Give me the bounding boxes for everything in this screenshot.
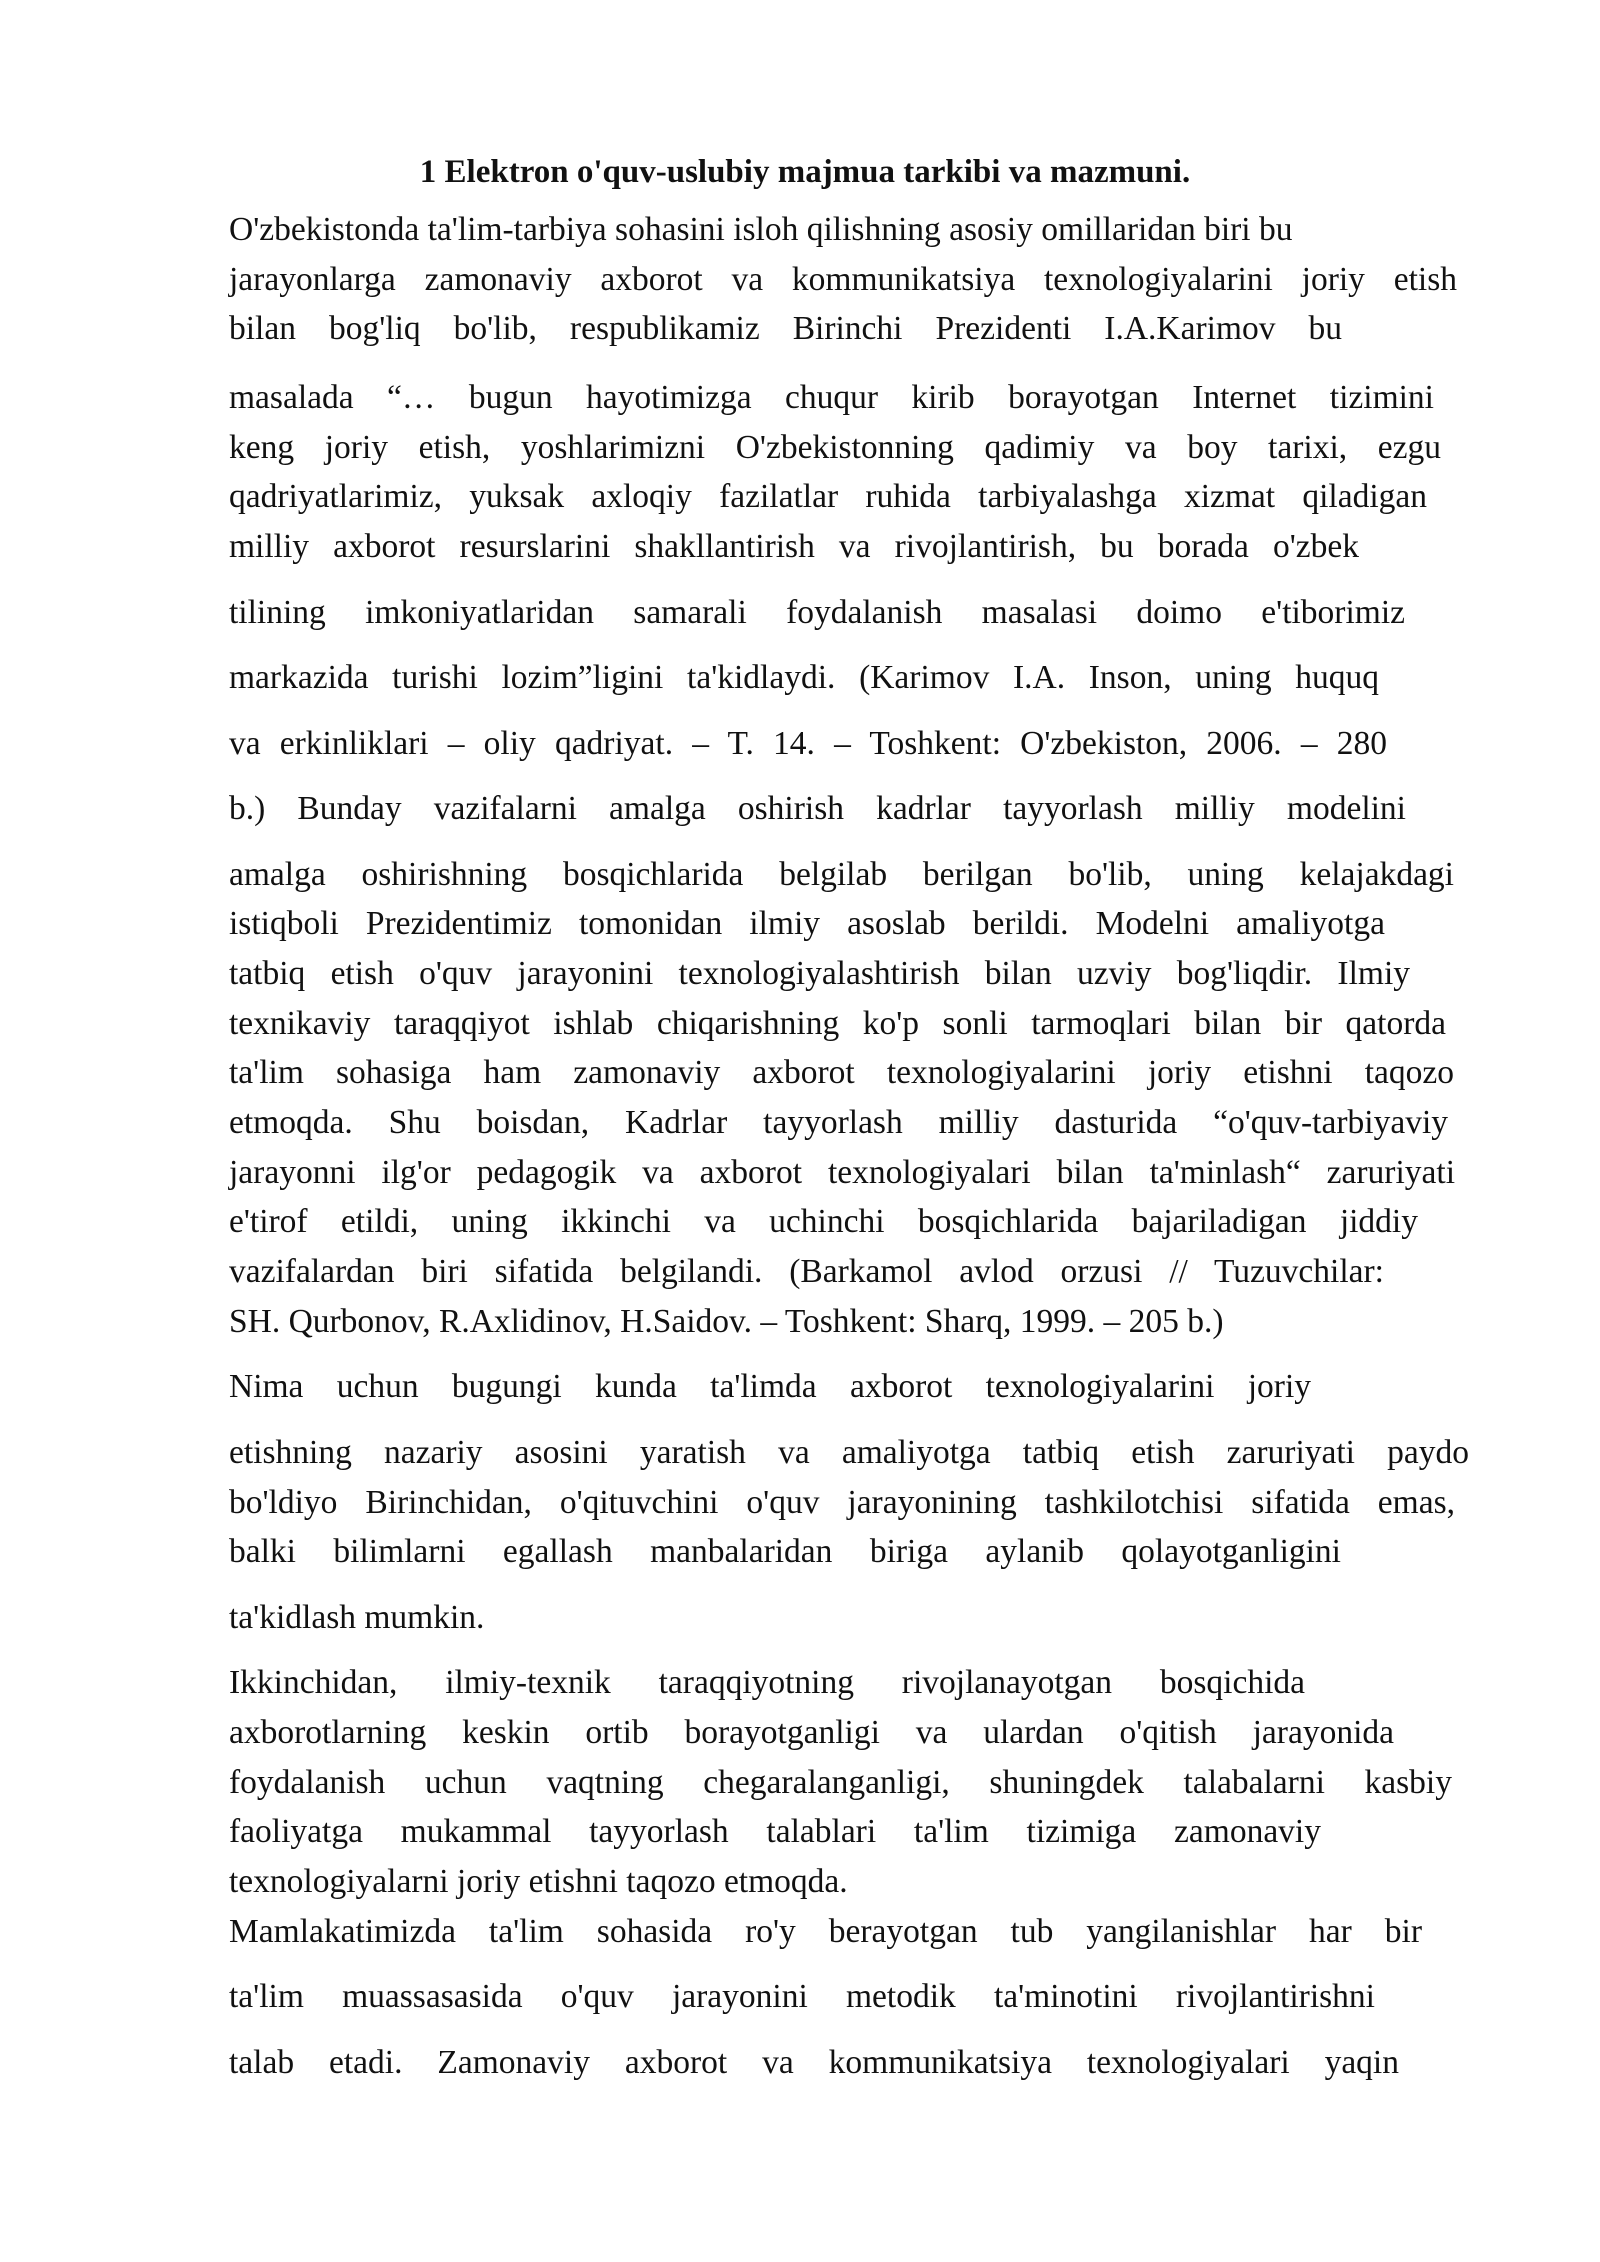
text-line: axborotlarning keskin ortib borayotganligi va ulardan o'qitish jarayonida	[229, 1714, 1394, 1751]
text-line: Ikkinchidan, ilmiy-texnik taraqqiyotning rivojlanayotgan bosqichida	[229, 1664, 1305, 1701]
text-line: tilining imkoniyatlaridan samarali foydalanish masalasi doimo e'tiborimiz	[229, 594, 1405, 631]
text-line: talab etadi. Zamonaviy axborot va kommunikatsiya texnologiyalari yaqin	[229, 2044, 1399, 2081]
text-line: bilan bog'liq bo'lib, respublikamiz Birinchi Prezidenti I.A.Karimov bu	[229, 310, 1342, 347]
text-line: SH. Qurbonov, R.Axlidinov, H.Saidov. – Toshkent: Sharq, 1999. – 205 b.)	[229, 1303, 1224, 1340]
text-line: ta'lim muassasasida o'quv jarayonini metodik ta'minotini rivojlantirishni	[229, 1978, 1375, 2015]
text-line: bo'ldiyo Birinchidan, o'qituvchini o'quv jarayonining tashkilotchisi sifatida emas,	[229, 1484, 1455, 1521]
text-line: masalada “… bugun hayotimizga chuqur kirib borayotgan Internet tizimini	[229, 379, 1434, 416]
text-line: qadriyatlarimiz, yuksak axloqiy fazilatlar ruhida tarbiyalashga xizmat qiladigan	[229, 478, 1427, 515]
text-line: ta'kidlash mumkin.	[229, 1599, 485, 1636]
text-line: va erkinliklari – oliy qadriyat. – T. 14. – Toshkent: O'zbekiston, 2006. – 280	[229, 725, 1387, 762]
text-line: jarayonni ilg'or pedagogik va axborot texnologiyalari bilan ta'minlash“ zaruriyati	[229, 1154, 1455, 1191]
text-line: Nima uchun bugungi kunda ta'limda axborot texnologiyalarini joriy	[229, 1368, 1311, 1405]
text-line: istiqboli Prezidentimiz tomonidan ilmiy asoslab berildi. Modelni amaliyotga	[229, 905, 1385, 942]
text-line: ta'lim sohasiga ham zamonaviy axborot texnologiyalarini joriy etishni taqozo	[229, 1054, 1454, 1091]
document-title: 1 Elektron o'quv-uslubiy majmua tarkibi va mazmuni.	[419, 154, 1191, 190]
text-line: Mamlakatimizda ta'lim sohasida ro'y berayotgan tub yangilanishlar har bir	[229, 1913, 1422, 1950]
text-line: jarayonlarga zamonaviy axborot va kommunikatsiya texnologiyalarini joriy etish	[229, 261, 1457, 298]
text-line: texnikaviy taraqqiyot ishlab chiqarishning ko'p sonli tarmoqlari bilan bir qatorda	[229, 1005, 1446, 1042]
text-line: milliy axborot resurslarini shakllantirish va rivojlantirish, bu borada o'zbek	[229, 528, 1359, 565]
text-line: e'tirof etildi, uning ikkinchi va uchinchi bosqichlarida bajariladigan jiddiy	[229, 1203, 1418, 1240]
text-line: faoliyatga mukammal tayyorlash talablari ta'lim tizimiga zamonaviy	[229, 1813, 1321, 1850]
text-line: balki bilimlarni egallash manbalaridan biriga aylanib qolayotganligini	[229, 1533, 1341, 1570]
text-line: keng joriy etish, yoshlarimizni O'zbekistonning qadimiy va boy tarixi, ezgu	[229, 429, 1441, 466]
text-line: amalga oshirishning bosqichlarida belgilab berilgan bo'lib, uning kelajakdagi	[229, 856, 1454, 893]
text-line: b.) Bunday vazifalarni amalga oshirish kadrlar tayyorlash milliy modelini	[229, 790, 1406, 827]
text-line: foydalanish uchun vaqtning chegaralanganligi, shuningdek talabalarni kasbiy	[229, 1764, 1452, 1801]
text-line: markazida turishi lozim”ligini ta'kidlaydi. (Karimov I.A. Inson, uning huquq	[229, 659, 1379, 696]
text-line: tatbiq etish o'quv jarayonini texnologiyalashtirish bilan uzviy bog'liqdir. Ilmiy	[229, 955, 1410, 992]
text-line: etishning nazariy asosini yaratish va amaliyotga tatbiq etish zaruriyati paydo	[229, 1434, 1469, 1471]
text-line: texnologiyalarni joriy etishni taqozo etmoqda.	[229, 1863, 848, 1900]
text-line: O'zbekistonda ta'lim-tarbiya sohasini isloh qilishning asosiy omillaridan biri bu	[229, 211, 1293, 248]
text-line: etmoqda. Shu boisdan, Kadrlar tayyorlash milliy dasturida “o'quv-tarbiyaviy	[229, 1104, 1448, 1141]
text-line: vazifalardan biri sifatida belgilandi. (Barkamol avlod orzusi // Tuzuvchilar:	[229, 1253, 1384, 1290]
